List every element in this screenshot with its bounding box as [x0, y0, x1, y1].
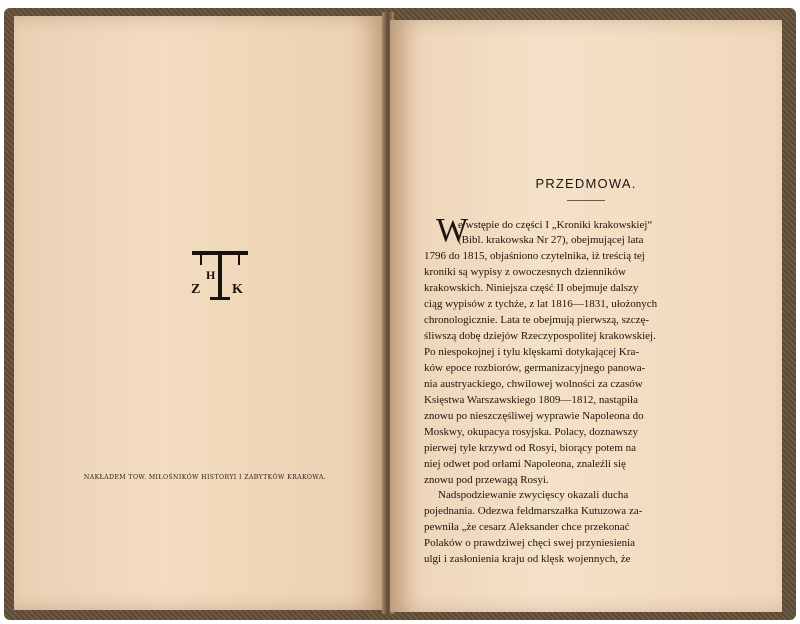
chapter-title: PRZEDMOWA.: [535, 176, 637, 191]
text-line: chronologicznie. Lata te obejmują pierwszą, szczę-: [424, 314, 650, 326]
society-monogram-logo: [188, 248, 258, 304]
text-line: znowu po nieszczęśliwej wyprawie Napoleona do: [424, 410, 644, 422]
text-line: Nadspodziewanie zwycięscy okazali ducha: [438, 489, 629, 501]
publisher-imprint: NAKŁADEM TOW. MIŁOŚNIKÓW HISTORYI I ZABYTKÓW KRAKOWA.: [83, 474, 327, 481]
text-line: znowu pod przewagą Rosyi.: [424, 474, 549, 486]
text-line: Księstwa Warszawskiego 1809—1812, nastąpiła: [424, 394, 638, 406]
monogram-letter-k: K: [232, 282, 243, 297]
text-line: niej odwet pod orłami Napoleona, znaleźli się: [424, 458, 626, 470]
text-line: Polaków o prawdziwej chęci swej przyniesienia: [424, 537, 636, 549]
text-line: pewniła „że cesarz Aleksander chce przekonać: [424, 521, 630, 533]
drop-cap: W: [436, 212, 469, 249]
left-page: [14, 16, 386, 610]
text-line: pojednania. Odezwa feldmarszałka Kutuzowa za-: [424, 505, 643, 517]
title-divider: [567, 200, 605, 201]
monogram-letter-t: T: [188, 248, 189, 249]
text-line: ulgi i zasłonienia kraju od klęsk wojennych, że: [424, 553, 631, 565]
text-line: Moskwy, okupacya rosyjska. Polacy, doznawszy: [424, 426, 638, 438]
text-line: (Bibl. krakowska Nr 27), obejmującej lata: [458, 234, 644, 246]
text-line: pierwej tyle krzywd od Rosyi, biorący potem na: [424, 442, 637, 454]
text-line: Po niespokojnej i tylu klęskami dotykającej Kra-: [424, 346, 640, 358]
text-line: krakowskich. Niniejsza część II obejmuje dalszy: [424, 282, 639, 294]
monogram-letter-z: Z: [191, 282, 201, 297]
text-line: nia austryackiego, chwilowej wolności za czasów: [424, 378, 643, 390]
text-line: ków epoce rozbiorów, germanizacyjnego panowa-: [424, 362, 646, 374]
monogram-letter-h: H: [206, 268, 216, 282]
text-line: 1796 do 1815, objaśniono czytelnika, iż treścią tej: [424, 250, 645, 262]
text-line: e wstępie do części I „Kroniki krakowskiej“: [458, 219, 653, 231]
text-line: śliwszą dobę dziejów Rzeczypospolitej krakowskiej.: [424, 330, 656, 342]
text-line: kroniki są wypisy z owoczesnych dzienników: [424, 266, 626, 278]
text-line: ciąg wypisów z tychże, z lat 1816—1831, ułożonych: [424, 298, 658, 310]
